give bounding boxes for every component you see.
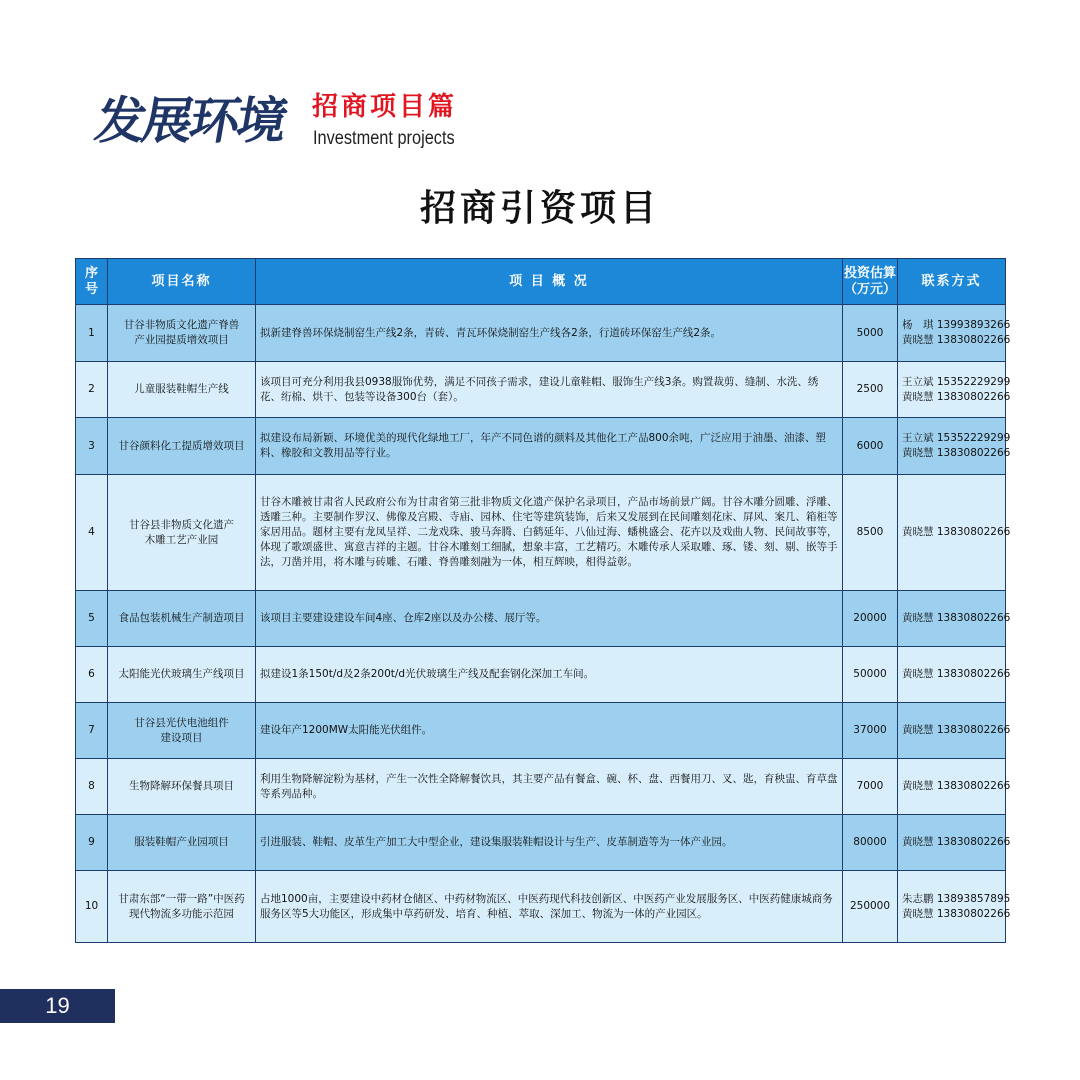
project-name [108,362,256,418]
table-row [76,759,1006,815]
row-number: 6 [76,647,108,703]
row-number: 4 [76,475,108,591]
page-number: 19 [0,989,115,1023]
project-description: 该项目主要建设建设车间4座、仓库2座以及办公楼、展厅等。 [256,591,843,647]
contact-line: 黄晓慧 13830802266 [902,836,1011,848]
project-name-line: 食品包装机械生产制造项目 [118,612,245,624]
contact-info [898,305,1011,362]
project-name-line: 甘肃东部“一带一路”中医药 [118,892,245,905]
contact-line: 杨 琪 13993893266 [902,319,1011,331]
contact-line: 黄晓慧 13830802266 [902,526,1011,538]
contact-info [898,759,1011,815]
header-name: 项目名称 [108,259,256,305]
project-description: 拟新建脊兽环保烧制窑生产线2条，青砖、青瓦环保烧制窑生产线各2条，行道砖环保窑生产线2条。 [256,305,843,362]
contact-info [898,703,1011,759]
contact-line: 朱志鹏 13893857895 [902,892,1011,905]
row-number: 2 [76,362,108,418]
contact-line: 黄晓慧 13830802266 [902,780,1011,792]
contact-line: 黄晓慧 13830802266 [902,612,1011,624]
investment-estimate: 8500 [843,475,898,591]
project-name [108,759,256,815]
project-name [108,871,256,943]
investment-estimate: 2500 [843,362,898,418]
project-description: 拟建设布局新颖、环境优美的现代化绿地工厂，年产不同色谱的颜料及其他化工产品800余吨，广泛应用于油墨、油漆、塑料、橡胶和文教用品等行业。 [256,418,843,475]
project-name [108,591,256,647]
header-investment-line1: 投资估算 [843,265,896,281]
contact-line: 黄晓慧 13830802266 [902,668,1011,680]
investment-estimate: 5000 [843,305,898,362]
project-name-line: 太阳能光伏玻璃生产线项目 [118,668,245,680]
table-row [76,871,1006,943]
contact-info [898,475,1011,591]
table-row [76,647,1006,703]
investment-estimate: 37000 [843,703,898,759]
project-name-line: 建设项目 [160,731,203,744]
table-row [76,418,1006,475]
project-description: 建设年产1200MW太阳能光伏组件。 [256,703,843,759]
contact-info [898,815,1011,871]
project-name-line: 甘谷县光伏电池组件 [134,716,229,729]
contact-line: 王立斌 15352229299 [902,375,1011,388]
contact-line: 王立斌 15352229299 [902,432,1011,444]
contact-info [898,418,1011,475]
table-row [76,475,1006,591]
row-number: 1 [76,305,108,362]
table-row [76,815,1006,871]
row-number: 8 [76,759,108,815]
project-name [108,418,256,475]
table-row [76,591,1006,647]
project-name-line: 木雕工艺产业园 [144,533,219,546]
project-name-line: 甘谷非物质文化遗产脊兽 [123,319,240,331]
contact-line: 黄晓慧 13830802266 [902,724,1011,736]
project-description: 该项目可充分利用我县0938服饰优势，满足不同孩子需求，建设儿童鞋帽、服饰生产线3条。购置裁剪、缝制、水洗、绣花、绗棉、烘干、包装等设备300台（套）。 [256,362,843,418]
project-description: 引进服装、鞋帽、皮革生产加工大中型企业，建设集服装鞋帽设计与生产、皮革制造等为一体产业园。 [256,815,843,871]
project-name-line: 现代物流多功能示范园 [129,907,234,920]
section-title-en: Investment projects [313,128,455,149]
contact-line: 黄晓慧 13830802266 [902,447,1011,459]
project-description: 利用生物降解淀粉为基材，产生一次性全降解餐饮具，其主要产品有餐盒、碗、杯、盘、西餐用刀、叉、匙，育秧盅、育草盘等系列品种。 [256,759,843,815]
header-desc: 项 目 概 况 [256,259,843,305]
contact-line: 黄晓慧 13830802266 [902,907,1011,920]
header-investment [843,259,898,305]
table-row [76,362,1006,418]
project-name-line: 产业园提质增效项目 [134,334,229,346]
section-title-cn: 招商项目篇 [312,92,458,122]
row-number: 5 [76,591,108,647]
projects-table [75,258,1011,943]
contact-line: 黄晓慧 13830802266 [902,390,1011,403]
project-name-line: 甘谷县非物质文化遗产 [129,518,234,531]
project-name [108,475,256,591]
project-description: 甘谷木雕被甘肃省人民政府公布为甘肃省第三批非物质文化遗产保护名录项目，产品市场前景广阔。甘谷木雕分圆雕、浮雕、透雕三种。主要制作罗汉、佛像及宫殿、寺庙、园林、住宅等建筑装饰，后来又发展到在民间雕刻花床、屏风、案几、箱柜等家居用品。题材主要有龙凤呈祥、二龙戏珠、骏马奔腾、白鹤延年、八仙过海、蟠桃盛会、花卉以及戏曲人物、民间故事等，体现了歌颂盛世、寓意吉祥的主题。甘谷木雕刻工细腻，想象丰富，工艺精巧。木雕传承人采取雕、琢、镂、刻、剔、嵌等手法，刀凿并用，将木雕与砖雕、石雕、脊兽雕刻融为一体，相互辉映，相得益彰。 [256,475,843,591]
header-no: 序号 [76,259,108,305]
project-name-line: 儿童服装鞋帽生产线 [134,383,229,395]
investment-estimate: 80000 [843,815,898,871]
row-number: 3 [76,418,108,475]
brand-logo-text: 发展环境 [90,92,290,150]
project-name-line: 服装鞋帽产业园项目 [134,836,229,848]
page-title: 招商引资项目 [419,187,660,229]
header-contact: 联系方式 [898,259,1006,305]
investment-estimate: 250000 [843,871,898,943]
table-row [76,703,1006,759]
row-number: 9 [76,815,108,871]
project-name [108,647,256,703]
investment-estimate: 50000 [843,647,898,703]
contact-info [898,591,1011,647]
investment-estimate: 20000 [843,591,898,647]
contact-info [898,871,1011,943]
project-description: 拟建设1条150t/d及2条200t/d光伏玻璃生产线及配套钢化深加工车间。 [256,647,843,703]
contact-info [898,647,1011,703]
contact-info [898,362,1011,418]
project-name [108,815,256,871]
investment-estimate: 7000 [843,759,898,815]
table-header-row [76,259,1006,305]
contact-line: 黄晓慧 13830802266 [902,334,1011,346]
row-number: 10 [76,871,108,943]
header-investment-line2: （万元） [843,281,896,297]
table-row [76,305,1006,362]
row-number: 7 [76,703,108,759]
project-name [108,703,256,759]
project-name [108,305,256,362]
project-description: 占地1000亩，主要建设中药材仓储区、中药材物流区、中医药现代科技创新区、中医药产业发展服务区、中医药健康城商务服务区等5大功能区，形成集中草药研发、培育、种植、萃取、深加工、物流为一体的产业园区。 [256,871,843,943]
project-name-line: 生物降解环保餐具项目 [129,780,234,792]
project-name-line: 甘谷颜料化工提质增效项目 [118,439,245,452]
investment-estimate: 6000 [843,418,898,475]
